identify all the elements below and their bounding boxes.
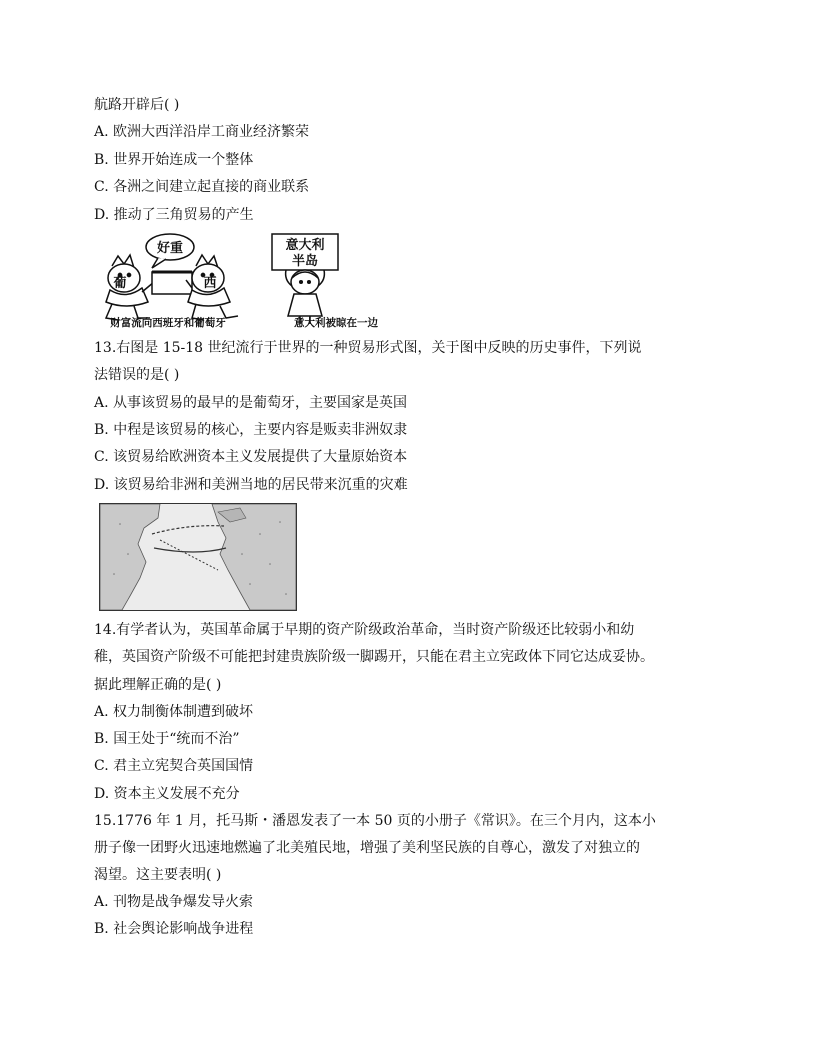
triangular-trade-map bbox=[99, 503, 297, 611]
cartoon-illustration bbox=[96, 230, 396, 332]
map-illustration bbox=[100, 504, 296, 610]
q12-option-b: B. 世界开始连成一个整体 bbox=[94, 152, 254, 168]
q14-stem-line-3: 据此理解正确的是( ) bbox=[94, 677, 222, 693]
q13-option-b: B. 中程是该贸易的核心，主要内容是贩卖非洲奴隶 bbox=[94, 422, 408, 438]
girl-figure bbox=[286, 270, 325, 324]
caption-right: 意大利被晾在一边 bbox=[294, 317, 378, 329]
q14-option-a: A. 权力制衡体制遭到破坏 bbox=[94, 704, 254, 720]
q14-option-c: C. 君主立宪契合英国国情 bbox=[94, 758, 254, 774]
q14-stem-line-2: 稚，英国资产阶级不可能把封建贵族阶级一脚踢开，只能在君主立宪政体下同它达成妥协。 bbox=[94, 649, 654, 665]
q13-stem-line-1: 13.右图是 15-18 世纪流行于世界的一种贸易形式图，关于图中反映的历史事件，下列说 bbox=[94, 340, 642, 356]
q13-option-a: A. 从事该贸易的最早的是葡萄牙，主要国家是英国 bbox=[94, 395, 408, 411]
q13-stem-line-2: 法错误的是( ) bbox=[94, 367, 180, 383]
q13-option-d: D. 该贸易给非洲和美洲当地的居民带来沉重的灾难 bbox=[94, 477, 408, 493]
caption-left: 财富流向西班牙和葡萄牙 bbox=[110, 317, 226, 329]
cartoon-figure bbox=[96, 230, 396, 332]
q13-option-c: C. 该贸易给欧洲资本主义发展提供了大量原始资本 bbox=[94, 449, 408, 465]
q12-option-c: C. 各洲之间建立起直接的商业联系 bbox=[94, 179, 310, 195]
sign-line-2: 半岛 bbox=[291, 254, 319, 269]
q12-option-a: A. 欧洲大西洋沿岸工商业经济繁荣 bbox=[94, 124, 310, 140]
q14-option-b: B. 国王处于“统而不治” bbox=[94, 731, 240, 747]
q14-stem-line-1: 14.有学者认为，英国革命属于早期的资产阶级政治革命，当时资产阶级还比较弱小和幼 bbox=[94, 622, 635, 638]
q15-option-b: B. 社会舆论影响战争进程 bbox=[94, 921, 254, 937]
q15-stem-line-3: 渴望。这主要表明( ) bbox=[94, 867, 222, 883]
q12-stem: 航路开辟后( ) bbox=[94, 97, 180, 113]
left-figure-label: 葡 bbox=[113, 276, 127, 291]
q15-stem-line-2: 册子像一团野火迅速地燃遍了北美殖民地，增强了美利坚民族的自尊心，激发了对独立的 bbox=[94, 840, 640, 856]
right-figure-label: 西 bbox=[203, 276, 217, 291]
q15-option-a: A. 刊物是战争爆发导火索 bbox=[94, 894, 254, 910]
q15-stem-line-1: 15.1776 年 1 月，托马斯・潘恩发表了一本 50 页的小册子《常识》。在三个月内，这本小 bbox=[94, 813, 656, 829]
q14-option-d: D. 资本主义发展不充分 bbox=[94, 786, 240, 802]
q12-option-d: D. 推动了三角贸易的产生 bbox=[94, 207, 254, 223]
speech-tail bbox=[152, 258, 166, 268]
sign-line-1: 意大利 bbox=[285, 238, 325, 253]
speech-text: 好重 bbox=[156, 241, 184, 256]
treasure-box bbox=[152, 272, 192, 294]
